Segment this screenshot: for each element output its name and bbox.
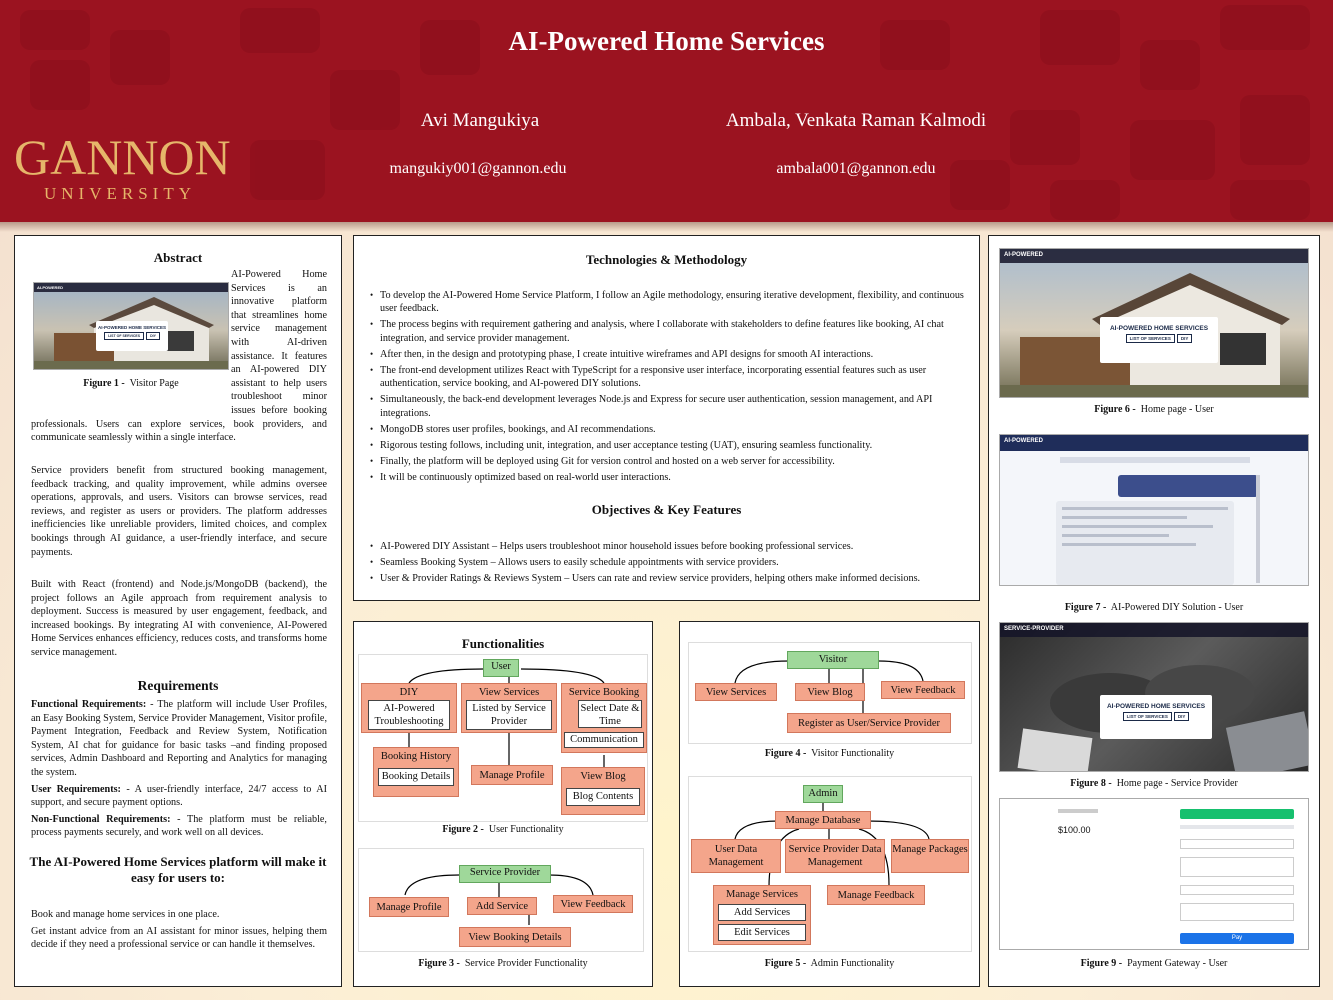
diy-chat-intro-line [1060,457,1250,463]
figure-9-text: Payment Gateway - User [1127,958,1228,969]
diy-node [361,683,457,733]
figure-1-float-spacer [31,268,231,408]
payment-screenshot [999,798,1309,950]
provider-home-brand: SERVICE-PROVIDER [1004,626,1064,632]
visitor-view-feedback-node: View Feedback [881,681,965,699]
diy-chat-line [1062,543,1196,546]
requirement-user-label: User Requirements: [31,783,121,795]
easy-item-2: Get instant advice from an AI assistant for minor issues, helping them decide if they need a professional service or can handle it themselves. [31,925,327,951]
admin-manage-services-label: Manage Services [725,889,798,900]
provider-home-screenshot [999,622,1309,772]
poster-title: AI-Powered Home Services [508,26,825,56]
author-1-email: mangukiy001@gannon.edu [389,160,567,177]
diy-chat-line [1062,516,1187,519]
payment-card-field[interactable] [1180,857,1294,877]
objectives-bullets [370,540,966,589]
admin-manage-feedback-node: Manage Feedback [827,885,925,905]
university-logo [14,129,231,204]
figure-6-text: Home page - User [1140,404,1214,415]
visitor-admin-panel [679,621,980,987]
objective-bullet: • Seamless Booking System – Allows users to easily schedule appointments with service providers. [370,556,966,569]
view-services-label: View Services [478,687,540,698]
tech-bullet: • After then, in the design and prototyping phase, I create intuitive wireframes and API designs for smooth AI interactions. [370,348,966,361]
easy-list [31,908,327,952]
figure-7-label: Figure 7 - [1064,602,1107,613]
header-shadow [0,222,1333,232]
admin-add-services-node: Add Services [718,904,806,921]
requirements-list [31,698,327,840]
diy-chat-line [1062,534,1169,537]
abstract-panel [14,235,342,987]
service-booking-node [561,683,647,753]
provider-add-service-node: Add Service [467,897,537,915]
user-home-screenshot [999,248,1309,398]
figure-3-text: Service Provider Functionality [464,958,588,969]
admin-user-data-node: User Data Management [691,839,781,873]
visitor-register-node: Register as User/Service Provider [787,713,951,733]
view-blog-label: View Blog [580,771,626,782]
visitor-list-button[interactable]: LIST OF SERVICES [104,332,144,340]
user-home-nav [1000,249,1308,263]
figure-2-label: Figure 2 - [442,824,484,835]
visitor-view-blog-node: View Blog [795,683,865,701]
figure-1-label: Figure 1 - [83,378,125,389]
ai-troubleshooting-node: AI-Powered Troubleshooting [368,700,450,730]
figure-3-label: Figure 3 - [418,958,460,969]
view-blog-node [561,767,645,815]
visitor-nav-brand: AI-POWERED [37,285,63,290]
figure-8-caption [989,778,1319,789]
figure-6-label: Figure 6 - [1094,404,1136,415]
screenshots-panel [988,235,1320,987]
tech-bullet: • It will be continuously optimized based on real-world user interactions. [370,471,966,484]
poster-header [0,0,1333,222]
payment-name-field[interactable] [1180,885,1294,895]
tech-panel [353,235,980,601]
payment-amount: $100.00 [1058,825,1091,835]
payment-link-button[interactable] [1180,809,1294,819]
diy-chat-brand: AI-POWERED [1004,438,1043,444]
easy-heading: The AI-Powered Home Services platform will make it easy for users to: [29,854,327,885]
provider-view-feedback-node: View Feedback [553,895,633,913]
figure-4-caption [680,748,979,759]
diy-label: DIY [399,687,419,698]
booking-details-node: Booking Details [378,768,454,786]
functionalities-panel [353,621,653,987]
booking-history-node [373,747,459,797]
manage-profile-node: Manage Profile [471,765,553,785]
tech-bullet: • Finally, the platform will be deployed using Git for version control and hosted on a web server for accessibility. [370,455,966,468]
tech-heading: Technologies & Methodology [585,252,748,267]
tech-bullet: • MongoDB stores user profiles, bookings, and AI recommendations. [370,423,966,436]
payment-email-field[interactable] [1180,839,1294,849]
diy-chat-ai-bubble [1056,501,1234,585]
figure-5-text: Admin Functionality [810,958,895,969]
figure-2-text: User Functionality [488,824,564,835]
service-booking-label: Service Booking [568,687,640,698]
requirement-nonfunctional-text: - The platform must be reliable, process payments securely, and work well on all devices. [31,813,327,839]
user-home-hero-title: AI-POWERED HOME SERVICES [1109,325,1209,332]
abstract-p1-text: AI-Powered Home Services is an innovative platform that streamlines home service management with AI-driven assistance. It features an AI-powered DIY assistant to help users troubleshoot minor issues before booking professionals. Users can explore services, book providers, and communicate seamlessly within a single interface. [31,269,327,444]
author-1-name: Avi Mangukiya [420,110,540,131]
figure-1-text: Visitor Page [129,378,179,389]
user-diagram [358,654,648,822]
figure-3-caption [354,958,652,969]
visitor-diy-button[interactable]: DIY [146,332,160,340]
logo-sub-text: UNIVERSITY [44,184,196,203]
objectives-heading: Objectives & Key Features [591,502,742,517]
user-home-hero-card [1100,317,1218,363]
author-2-name: Ambala, Venkata Raman Kalmodi [725,110,987,131]
figure-8-label: Figure 8 - [1070,778,1112,789]
tech-bullet: • To develop the AI-Powered Home Service Platform, I follow an Agile methodology, ensuring iterative development, flexibility, and continuous user feedback. [370,289,966,315]
admin-manage-database-node: Manage Database [775,811,871,829]
user-home-diy-button[interactable]: DIY [1177,334,1193,343]
user-root-node: User [483,659,519,677]
provider-home-diy-button[interactable]: DIY [1174,712,1190,721]
logo-main-text: GANNON [14,129,231,185]
requirement-user [31,783,327,810]
admin-edit-services-node: Edit Services [718,924,806,941]
select-date-node: Select Date & Time [578,700,642,728]
visitor-diagram [688,642,972,744]
booking-history-label: Booking History [380,751,452,762]
provider-manage-profile-node: Manage Profile [369,897,449,917]
admin-manage-services-node [713,885,811,945]
figure-7-text: AI-Powered DIY Solution - User [1110,602,1244,613]
admin-provider-data-node: Service Provider Data Management [785,839,885,873]
tech-bullets [370,289,966,488]
user-home-brand: AI-POWERED [1004,252,1043,258]
figure-8-text: Home page - Service Provider [1116,778,1238,789]
requirement-nonfunctional [31,813,327,840]
listed-by-node: Listed by Service Provider [466,700,552,730]
provider-home-list-button[interactable]: LIST OF SERVICES [1123,712,1172,721]
view-services-node [461,683,557,733]
requirement-user-text: - A user-friendly interface, 24/7 access to AI support, and secure payment options. [31,783,327,809]
figure-5-label: Figure 5 - [764,958,807,969]
requirement-nonfunctional-label: Non-Functional Requirements: [31,813,171,825]
diy-chat-user-bubble [1118,475,1258,497]
admin-manage-packages-node: Manage Packages [891,839,969,873]
tech-bullet: • The front-end development utilizes React with TypeScript for a responsive user interface, incorporating essential features such as user authentication, service booking, and AI-powered DIY solutions. [370,364,966,390]
figure-4-text: Visitor Functionality [811,748,895,759]
figure-9-label: Figure 9 - [1080,958,1123,969]
abstract-heading: Abstract [153,250,203,265]
objective-bullet: • AI-Powered DIY Assistant – Helps users troubleshoot minor household issues before booking professional services. [370,540,966,553]
visitor-root-node: Visitor [787,651,879,669]
payment-country-field[interactable] [1180,903,1294,921]
requirement-functional-text: - The platform will include User Profiles, an Easy Booking System, Service Provider Management, Visitor profile, Payment Integration, Feedback and Review System, Notification System, AI chat for guidance for basic tasks –and finding proposed services, Admin Dashboard and Reporting and Analytics for managing the system. [31,699,327,778]
provider-diagram [358,848,644,952]
figure-5-caption [680,958,979,969]
figure-6-caption [989,404,1319,415]
abstract-paragraph-2: Service providers benefit from structured booking management, feedback tracking, and quality improvement, while admins oversee operations, approvals, and users. Visitors can browse services, read reviews, and register as users or providers. The platform addresses inefficiencies like unreliable providers, limited choices, and complex bookings through AI guidance, a user-friendly interface, and secure payments. [31,465,327,558]
payment-pay-button[interactable]: Pay [1180,933,1294,944]
requirement-functional-label: Functional Requirements: [31,699,147,710]
tech-bullet: • Simultaneously, the back-end development leverages Node.js and Express for secure user authentication, session management, and API integrations. [370,393,966,419]
requirement-functional [31,698,327,780]
diy-chat-screenshot [999,434,1309,586]
provider-home-hero-title: AI-POWERED HOME SERVICES [1106,703,1206,710]
blog-contents-node: Blog Contents [566,788,640,806]
communication-node: Communication [564,732,644,748]
provider-home-nav [1000,623,1308,637]
provider-home-hero-card [1100,695,1212,739]
easy-item-1: Book and manage home services in one place. [31,909,220,920]
visitor-view-services-node: View Services [695,683,777,701]
diy-chat-scrollbar[interactable] [1256,475,1260,583]
diy-chat-line [1062,525,1213,528]
visitor-hero-title: AI-POWERED HOME SERVICES [98,325,166,330]
requirements-heading: Requirements [137,678,219,693]
user-home-list-button[interactable]: LIST OF SERVICES [1126,334,1175,343]
payment-merchant-line [1058,809,1098,813]
provider-view-booking-details-node: View Booking Details [459,927,571,947]
payment-divider [1180,825,1294,829]
functionalities-heading: Functionalities [461,636,545,651]
abstract-paragraph-1 [31,268,327,445]
diy-chat-line [1062,507,1228,510]
admin-root-node: Admin [803,785,843,803]
figure-2-caption [354,824,652,835]
figure-4-label: Figure 4 - [764,748,807,759]
abstract-paragraph-3: Built with React (frontend) and Node.js/MongoDB (backend), the project follows an Agile approach from requirement analysis to deployment. Success is measured by user engagement, feedback, and increased bookings. By integrating AI with convenience, AI-Powered Home Services enhances efficiency, reduces costs, and transforms home service management. [31,579,327,658]
figure-7-caption [989,602,1319,613]
diy-chat-nav [1000,435,1308,451]
figure-9-caption [989,958,1319,969]
objective-bullet: • User & Provider Ratings & Reviews System – Users can rate and review service providers, helping others make informed decisions. [370,572,966,585]
provider-root-node: Service Provider [459,865,551,883]
tech-bullet: • Rigorous testing follows, including unit, integration, and user acceptance testing (UAT), ensuring seamless functionality. [370,439,966,452]
tech-bullet: • The process begins with requirement gathering and analysis, where I collaborate with stakeholders to define features like booking, AI chat integration, and service provider management. [370,318,966,344]
author-2-email: ambala001@gannon.edu [776,160,936,177]
admin-diagram [688,776,972,952]
